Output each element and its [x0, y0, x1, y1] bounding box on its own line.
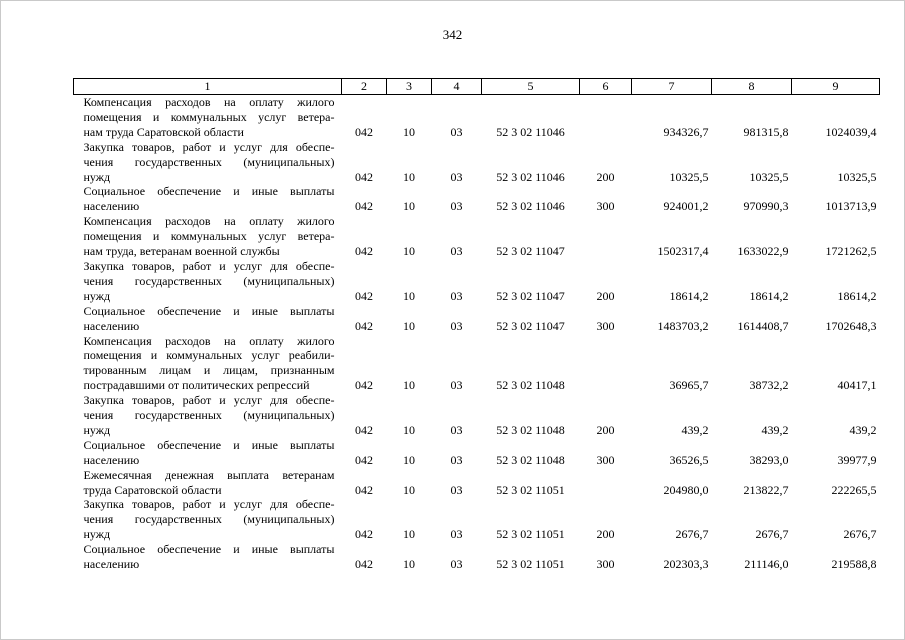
- amount-year1-cell: 1483703,2: [657, 318, 709, 333]
- amount-year3-cell: 222265,5: [831, 482, 877, 497]
- amount-year2-cell: 18614,2: [749, 288, 789, 303]
- subsection-code-cell: 03: [450, 244, 463, 259]
- expense-type-cell: 200: [596, 169, 615, 184]
- target-article-cell: 52 3 02 11046: [496, 124, 565, 139]
- target-article-cell: 52 3 02 11051: [496, 527, 565, 542]
- amount-year3-cell: 439,2: [849, 422, 877, 437]
- amount-year1-cell: 204980,0: [663, 482, 709, 497]
- page-number: 342: [442, 27, 463, 42]
- target-article-cell: 52 3 02 11046: [496, 169, 565, 184]
- target-article-cell: 52 3 02 11047: [496, 244, 565, 259]
- expense-type-cell: 300: [596, 557, 615, 572]
- amount-year2-cell: 981315,8: [743, 124, 789, 139]
- amount-year1-cell: 202303,3: [663, 557, 709, 572]
- amount-year1-cell: 934326,7: [663, 124, 709, 139]
- amount-year1-cell: 10325,5: [669, 169, 709, 184]
- header-cell-1: 1: [74, 79, 342, 95]
- expenditure-name-cell: Закупка товаров, работ и услуг для обеспе- чения государственных (муниципальных) нужд: [83, 393, 335, 437]
- expense-type-cell: [580, 468, 632, 498]
- grbs-code-cell: 042: [355, 378, 373, 393]
- expense-type-cell: [580, 334, 632, 394]
- table-row: [74, 304, 880, 334]
- expense-type-cell: [580, 214, 632, 259]
- amount-year2-cell: 38732,2: [749, 378, 789, 393]
- subsection-code-cell: 03: [450, 169, 463, 184]
- amount-year3-cell: 2676,7: [843, 527, 877, 542]
- expenditure-name-cell: Социальное обеспечение и иные выплаты населению: [83, 184, 335, 214]
- amount-year1-cell: 2676,7: [675, 527, 709, 542]
- grbs-code-cell: 042: [355, 527, 373, 542]
- table-header-row: [74, 79, 880, 95]
- section-code-cell: 10: [403, 452, 415, 467]
- section-code-cell: 10: [403, 482, 415, 497]
- section-code-cell: 10: [403, 169, 415, 184]
- header-cell-8: 8: [712, 79, 792, 95]
- subsection-code-cell: 03: [450, 124, 463, 139]
- subsection-code-cell: 03: [450, 378, 463, 393]
- grbs-code-cell: 042: [355, 482, 373, 497]
- amount-year3-cell: 18614,2: [837, 288, 877, 303]
- grbs-code-cell: 042: [355, 557, 373, 572]
- amount-year2-cell: 1614408,7: [737, 318, 789, 333]
- expense-type-cell: 300: [596, 318, 615, 333]
- amount-year3-cell: 219588,8: [831, 557, 877, 572]
- table-row: [74, 259, 880, 304]
- section-code-cell: 10: [403, 318, 415, 333]
- amount-year1-cell: 18614,2: [669, 288, 709, 303]
- grbs-code-cell: 042: [355, 318, 373, 333]
- amount-year3-cell: 1721262,5: [825, 244, 877, 259]
- expenditure-name-cell: Ежемесячная денежная выплата ветеранам труда Саратовской области: [83, 467, 335, 497]
- amount-year3-cell: 40417,1: [837, 378, 877, 393]
- grbs-code-cell: 042: [355, 169, 373, 184]
- grbs-code-cell: 042: [355, 244, 373, 259]
- section-code-cell: 10: [403, 422, 415, 437]
- target-article-cell: 52 3 02 11051: [496, 557, 565, 572]
- section-code-cell: 10: [403, 378, 415, 393]
- expenditure-name-cell: Компенсация расходов на оплату жилого помещения и коммунальных услуг реабили- тированным лицам и лицам, признанным пострадавшими от политических репрессий: [83, 333, 335, 393]
- target-article-cell: 52 3 02 11051: [496, 482, 565, 497]
- amount-year1-cell: 439,2: [681, 422, 709, 437]
- section-code-cell: 10: [403, 527, 415, 542]
- amount-year2-cell: 10325,5: [749, 169, 789, 184]
- expenditure-name-cell: Закупка товаров, работ и услуг для обеспе- чения государственных (муниципальных) нужд: [83, 497, 335, 542]
- table-row: [74, 95, 880, 140]
- section-code-cell: 10: [403, 244, 415, 259]
- subsection-code-cell: 03: [450, 482, 463, 497]
- expense-type-cell: 200: [596, 527, 615, 542]
- amount-year1-cell: 1502317,4: [657, 244, 709, 259]
- amount-year2-cell: 2676,7: [755, 527, 789, 542]
- header-cell-2: 2: [342, 79, 387, 95]
- header-cell-4: 4: [432, 79, 482, 95]
- expense-type-cell: 300: [596, 452, 615, 467]
- grbs-code-cell: 042: [355, 124, 373, 139]
- target-article-cell: 52 3 02 11048: [496, 452, 565, 467]
- expenditure-name-cell: Компенсация расходов на оплату жилого помещения и коммунальных услуг ветера- нам труда Саратовской области: [83, 95, 335, 139]
- amount-year3-cell: 10325,5: [837, 169, 877, 184]
- table-row: [74, 184, 880, 214]
- target-article-cell: 52 3 02 11048: [496, 378, 565, 393]
- table-row: [74, 468, 880, 498]
- amount-year3-cell: 1024039,4: [825, 124, 877, 139]
- subsection-code-cell: 03: [450, 557, 463, 572]
- amount-year1-cell: 36526,5: [669, 452, 709, 467]
- expenditure-name-cell: Социальное обеспечение и иные выплаты населению: [83, 437, 335, 467]
- amount-year2-cell: 38293,0: [749, 452, 789, 467]
- table-row: [74, 497, 880, 542]
- budget-table: [73, 78, 880, 572]
- header-cell-5: 5: [482, 79, 580, 95]
- subsection-code-cell: 03: [450, 452, 463, 467]
- table-body: [74, 95, 880, 573]
- section-code-cell: 10: [403, 124, 415, 139]
- expense-type-cell: 300: [596, 199, 615, 214]
- expenditure-name-cell: Компенсация расходов на оплату жилого помещения и коммунальных услуг ветера- нам труда, ветеранам военной службы: [83, 214, 335, 259]
- target-article-cell: 52 3 02 11048: [496, 422, 565, 437]
- header-cell-3: 3: [387, 79, 432, 95]
- amount-year2-cell: 439,2: [761, 422, 789, 437]
- table-row: [74, 393, 880, 438]
- expense-type-cell: [580, 95, 632, 140]
- amount-year2-cell: 1633022,9: [737, 244, 789, 259]
- amount-year2-cell: 211146,0: [744, 557, 789, 572]
- subsection-code-cell: 03: [450, 318, 463, 333]
- amount-year3-cell: 1702648,3: [825, 318, 877, 333]
- table-row: [74, 334, 880, 394]
- header-cell-6: 6: [580, 79, 632, 95]
- expense-type-cell: 200: [596, 422, 615, 437]
- amount-year1-cell: 36965,7: [669, 378, 709, 393]
- amount-year2-cell: 213822,7: [743, 482, 789, 497]
- expenditure-name-cell: Социальное обеспечение и иные выплаты населению: [83, 303, 335, 333]
- header-cell-7: 7: [632, 79, 712, 95]
- section-code-cell: 10: [403, 288, 415, 303]
- table-row: [74, 438, 880, 468]
- header-cell-9: 9: [792, 79, 880, 95]
- section-code-cell: 10: [403, 199, 415, 214]
- expenditure-name-cell: Закупка товаров, работ и услуг для обеспе- чения государственных (муниципальных) нужд: [83, 139, 335, 184]
- amount-year2-cell: 970990,3: [743, 199, 789, 214]
- expenditure-name-cell: Социальное обеспечение и иные выплаты населению: [83, 542, 335, 572]
- subsection-code-cell: 03: [450, 422, 463, 437]
- table-row: [74, 140, 880, 185]
- subsection-code-cell: 03: [450, 199, 463, 214]
- amount-year3-cell: 39977,9: [837, 452, 877, 467]
- amount-year1-cell: 924001,2: [663, 199, 709, 214]
- grbs-code-cell: 042: [355, 288, 373, 303]
- grbs-code-cell: 042: [355, 199, 373, 214]
- section-code-cell: 10: [403, 557, 415, 572]
- expense-type-cell: 200: [596, 288, 615, 303]
- target-article-cell: 52 3 02 11046: [496, 199, 565, 214]
- amount-year3-cell: 1013713,9: [825, 199, 877, 214]
- table-row: [74, 214, 880, 259]
- subsection-code-cell: 03: [450, 288, 463, 303]
- target-article-cell: 52 3 02 11047: [496, 318, 565, 333]
- expenditure-name-cell: Закупка товаров, работ и услуг для обеспе- чения государственных (муниципальных) нужд: [83, 258, 335, 303]
- target-article-cell: 52 3 02 11047: [496, 288, 565, 303]
- grbs-code-cell: 042: [355, 422, 373, 437]
- table-row: [74, 542, 880, 572]
- grbs-code-cell: 042: [355, 452, 373, 467]
- subsection-code-cell: 03: [450, 527, 463, 542]
